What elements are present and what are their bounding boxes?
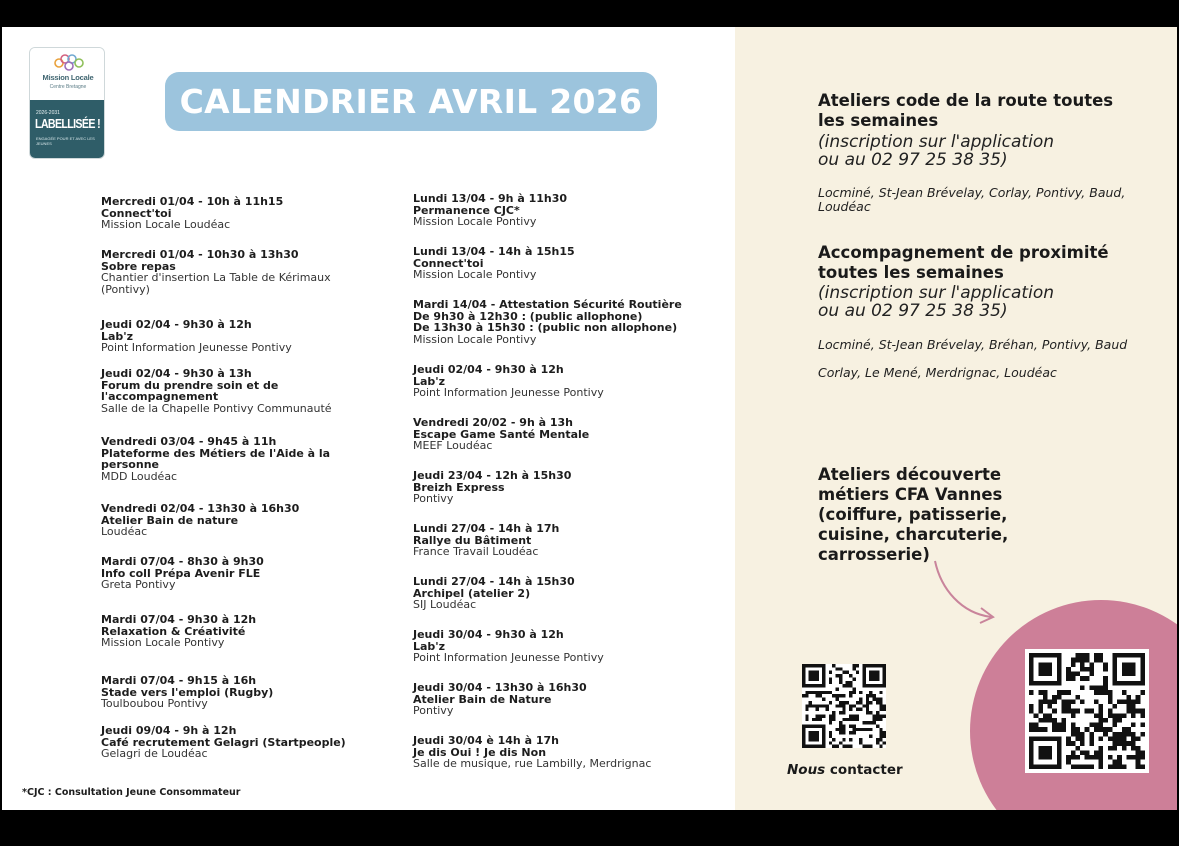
event-date: Vendredi 20/02 - 9h à 13h <box>413 416 573 429</box>
event-place: Chantier d'insertion La Table de Kérimaux (Pontivy) <box>101 271 331 296</box>
event-place: Mission Locale Loudéac <box>101 218 231 231</box>
event-place: Pontivy <box>413 704 454 717</box>
event-name: Connect'toi <box>101 206 172 220</box>
event-name: Stade vers l'emploi (Rugby) <box>101 685 274 699</box>
event-date: Mardi 14/04 - Attestation Sécurité Routière <box>413 298 682 311</box>
event-item <box>101 368 341 414</box>
logo-people-icon <box>52 53 86 73</box>
event-date: Lundi 13/04 - 9h à 11h30 <box>413 192 568 205</box>
contact-label <box>787 762 903 778</box>
event-name: Atelier Bain de nature <box>101 513 239 527</box>
logo-label: LABELLISÉE ! <box>35 116 100 131</box>
accompagnement-locations-2: Corlay, Le Mené, Merdrignac, Loudéac <box>818 365 1057 380</box>
event-place: Mission Locale Pontivy <box>413 215 537 228</box>
event-name: Café recrutement Gelagri (Startpeople) <box>101 735 346 749</box>
event-place: Point Information Jeunesse Pontivy <box>101 341 292 354</box>
event-name: Atelier Bain de Nature <box>413 692 552 706</box>
code-route-locations: Locminé, St-Jean Brévelay, Corlay, Pontivy, Baud, Loudéac <box>818 185 1126 214</box>
event-date: Lundi 13/04 - 14h à 15h15 <box>413 245 575 258</box>
event-place: Salle de la Chapelle Pontivy Communauté <box>101 401 332 415</box>
event-name: Forum du prendre soin et de l'accompagnement <box>101 378 279 403</box>
event-item <box>413 417 713 452</box>
qr-code-icon[interactable] <box>1025 649 1149 773</box>
event-place: Loudéac <box>101 525 148 538</box>
event-name: Sobre repas <box>101 259 176 273</box>
event-name-2: De 13h30 à 15h30 : (public non allophone) <box>413 321 678 334</box>
event-date: Mardi 07/04 - 9h15 à 16h <box>101 674 257 687</box>
logo-name: Mission Locale <box>42 73 94 82</box>
event-date: Jeudi 02/04 - 9h30 à 13h <box>101 367 252 380</box>
event-name: Plateforme des Métiers de l'Aide à la personne <box>101 446 331 471</box>
event-item <box>101 196 391 231</box>
event-date: Jeudi 30/04 è 14h à 17h <box>413 734 559 747</box>
event-item <box>101 675 391 710</box>
event-date: Mercredi 01/04 - 10h30 à 13h30 <box>101 248 299 261</box>
accompagnement-title: Accompagnement de proximité toutes les semaines <box>818 243 1109 282</box>
event-date: Jeudi 23/04 - 12h à 15h30 <box>413 469 572 482</box>
event-date: Vendredi 03/04 - 9h45 à 11h <box>101 435 277 448</box>
footnote: *CJC : Consultation Jeune Consommateur <box>22 787 241 798</box>
event-item <box>413 193 713 228</box>
event-name: Connect'toi <box>413 256 484 270</box>
accompagnement-registration: (inscription sur l'application ou au 02 97 25 38 35) <box>818 283 1054 321</box>
contact-emphasis: Nous <box>787 762 826 778</box>
event-name: Relaxation & Créativité <box>101 624 246 638</box>
event-name: Breizh Express <box>413 480 505 494</box>
event-item <box>413 576 713 611</box>
event-place: France Travail Loudéac <box>413 545 539 558</box>
flyer-page <box>2 27 1177 810</box>
event-item <box>413 735 713 770</box>
event-name: Permanence CJC* <box>413 203 520 217</box>
event-date: Lundi 27/04 - 14h à 17h <box>413 522 560 535</box>
event-date: Vendredi 02/04 - 13h30 à 16h30 <box>101 502 300 515</box>
event-item <box>413 470 713 505</box>
event-date: Jeudi 09/04 - 9h à 12h <box>101 724 237 737</box>
event-name: Info coll Prépa Avenir FLE <box>101 566 261 580</box>
event-name: Lab'z <box>101 329 134 343</box>
event-place: Mission Locale Pontivy <box>413 332 537 346</box>
code-route-title: Ateliers code de la route toutes les semaines <box>818 91 1114 130</box>
logo-year: 2026-2031 <box>36 110 60 116</box>
event-item <box>413 299 713 345</box>
event-item <box>101 319 391 354</box>
event-item <box>413 364 713 399</box>
event-place: SIJ Loudéac <box>413 598 477 611</box>
event-item <box>101 503 391 538</box>
code-route-registration: (inscription sur l'application ou au 02 97 25 38 35) <box>818 132 1054 170</box>
event-item <box>413 246 713 281</box>
event-date: Jeudi 30/04 - 9h30 à 12h <box>413 628 564 641</box>
event-date: Jeudi 02/04 - 9h30 à 12h <box>413 363 564 376</box>
event-date: Jeudi 30/04 - 13h30 à 16h30 <box>413 681 587 694</box>
mission-locale-logo <box>29 47 105 159</box>
event-date: Mardi 07/04 - 9h30 à 12h <box>101 613 257 626</box>
event-name: Escape Game Santé Mentale <box>413 427 590 441</box>
event-date: Mercredi 01/04 - 10h à 11h15 <box>101 195 284 208</box>
event-place: Point Information Jeunesse Pontivy <box>413 386 604 399</box>
event-place: Mission Locale Pontivy <box>413 268 537 281</box>
event-place: Point Information Jeunesse Pontivy <box>413 651 604 664</box>
event-place: Toulboubou Pontivy <box>101 697 208 710</box>
event-name: Je dis Oui ! Je dis Non <box>413 745 547 759</box>
event-item <box>101 556 391 591</box>
event-date: Mardi 07/04 - 8h30 à 9h30 <box>101 555 264 568</box>
event-item <box>413 682 713 717</box>
logo-subname: Centre Bretagne <box>49 84 87 90</box>
event-place: MEEF Loudéac <box>413 439 493 452</box>
event-place: MDD Loudéac <box>101 469 178 483</box>
logo-tagline: ENGAGÉE POUR ET AVEC LES JEUNES <box>36 136 95 146</box>
page-title: CALENDRIER AVRIL 2026 <box>179 82 643 121</box>
event-place: Salle de musique, rue Lambilly, Merdrignac <box>413 757 652 770</box>
info-panel <box>735 27 1177 810</box>
event-name: Lab'z <box>413 374 446 388</box>
event-item <box>101 249 331 295</box>
event-item <box>101 614 391 649</box>
curved-arrow-icon <box>931 559 1001 625</box>
event-item <box>413 629 713 664</box>
event-name: Archipel (atelier 2) <box>413 586 531 600</box>
title-banner <box>165 72 657 131</box>
event-item <box>101 725 391 760</box>
accompagnement-locations-1: Locminé, St-Jean Brévelay, Bréhan, Pontivy, Baud <box>818 337 1128 352</box>
event-place: Pontivy <box>413 492 454 505</box>
event-name: Lab'z <box>413 639 446 653</box>
event-item <box>413 523 713 558</box>
event-place: Mission Locale Pontivy <box>101 636 225 649</box>
event-place: Greta Pontivy <box>101 578 176 591</box>
event-name: Rallye du Bâtiment <box>413 533 532 547</box>
event-place: Gelagri de Loudéac <box>101 747 208 760</box>
event-date: Jeudi 02/04 - 9h30 à 12h <box>101 318 252 331</box>
event-date: Lundi 27/04 - 14h à 15h30 <box>413 575 575 588</box>
qr-code-icon[interactable] <box>802 664 886 748</box>
event-name: De 9h30 à 12h30 : (public allophone) <box>413 309 643 323</box>
cfa-title: Ateliers découverte métiers CFA Vannes (coiffure, patisserie, cuisine, charcuterie, carrosserie) <box>818 465 1009 564</box>
event-item <box>101 436 341 482</box>
contact-text: contacter <box>825 762 903 778</box>
